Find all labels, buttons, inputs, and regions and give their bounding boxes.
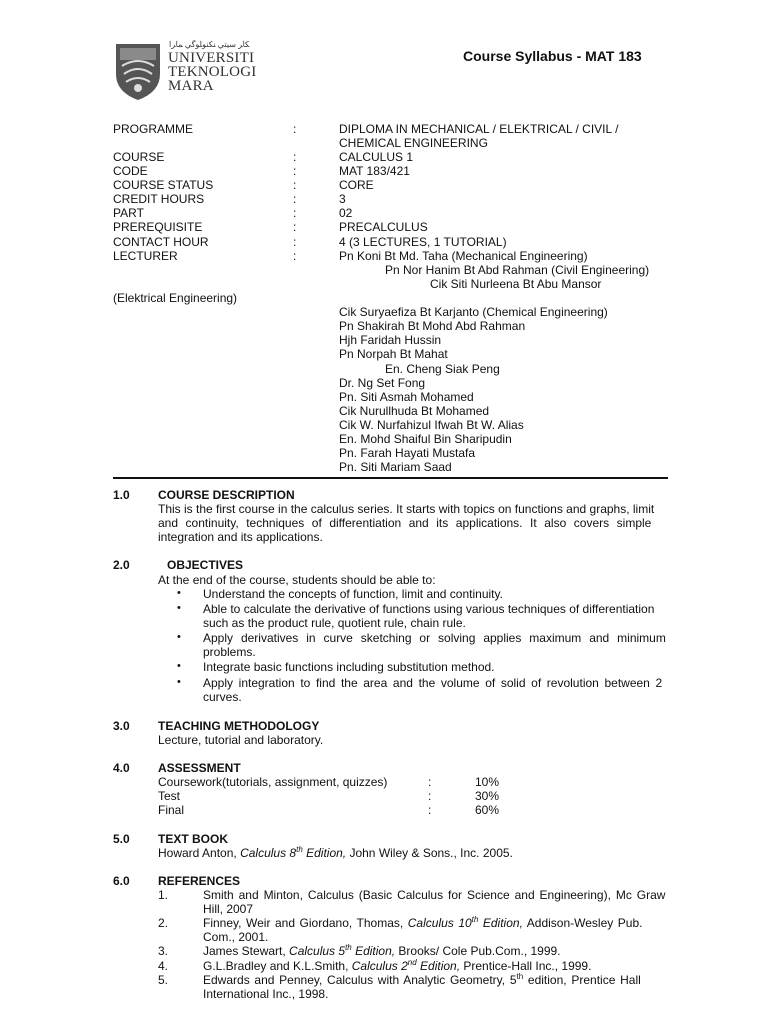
description-line: integration and its applications.: [158, 530, 323, 544]
assessment-percent: 60%: [475, 803, 500, 817]
info-colon: :: [293, 164, 297, 178]
section-heading: TEACHING METHODOLOGY: [158, 719, 320, 733]
lecturer-name: Pn Norpah Bt Mahat: [339, 347, 448, 361]
info-label: PREREQUISITE: [113, 220, 203, 234]
reference-number: 3.: [158, 944, 169, 958]
info-colon: :: [293, 122, 297, 136]
assessment-label: Final: [158, 803, 185, 817]
bullet-icon: •: [177, 660, 181, 672]
info-label: COURSE: [113, 150, 165, 164]
reference-item: Edwards and Penney, Calculus with Analytic Geometry, 5th edition, Prentice Hall: [203, 972, 641, 987]
info-colon: :: [293, 192, 297, 206]
lecturer-name: Hjh Faridah Hussin: [339, 333, 442, 347]
logo-wordmark: UNIVERSITI TEKNOLOGI MARA: [168, 50, 257, 94]
bullet-icon: •: [177, 587, 181, 599]
section-divider: [113, 477, 668, 479]
lecturer-name: Cik Siti Nurleena Bt Abu Mansor: [430, 277, 602, 291]
reference-number: 5.: [158, 973, 169, 987]
assessment-percent: 10%: [475, 775, 500, 789]
lecturer-name: Cik Nurullhuda Bt Mohamed: [339, 404, 490, 418]
info-colon: :: [293, 178, 297, 192]
info-value: CORE: [339, 178, 374, 192]
info-value: 4 (3 LECTURES, 1 TUTORIAL): [339, 235, 507, 249]
objective-item: Apply integration to find the area and the volume of solid of revolution between 2: [203, 676, 663, 690]
info-value: 02: [339, 206, 353, 220]
info-label: COURSE STATUS: [113, 178, 214, 192]
reference-number: 4.: [158, 959, 169, 973]
uitm-logo: [112, 40, 262, 102]
lecturer-name: Cik Suryaefiza Bt Karjanto (Chemical Engineering): [339, 305, 608, 319]
reference-item: James Stewart, Calculus 5th Edition, Brooks/ Cole Pub.Com., 1999.: [203, 943, 561, 958]
assessment-colon: :: [428, 775, 432, 789]
lecturer-name: (Elektrical Engineering): [113, 291, 238, 305]
section-number: 1.0: [113, 488, 130, 502]
info-label: PROGRAMME: [113, 122, 194, 136]
lecturer-name: Pn Nor Hanim Bt Abd Rahman (Civil Engineering): [385, 263, 650, 277]
assessment-colon: :: [428, 803, 432, 817]
section-heading: ASSESSMENT: [158, 761, 241, 775]
info-value: MAT 183/421: [339, 164, 410, 178]
assessment-percent: 30%: [475, 789, 500, 803]
lecturer-name: Cik W. Nurfahizul Ifwah Bt W. Alias: [339, 418, 524, 432]
section-number: 3.0: [113, 719, 130, 733]
objective-item: such as the product rule, quotient rule, chain rule.: [203, 616, 466, 630]
section-number: 6.0: [113, 874, 130, 888]
section-heading: REFERENCES: [158, 874, 241, 888]
reference-number: 2.: [158, 916, 169, 930]
reference-item: Com., 2001.: [203, 930, 269, 944]
description-line: and continuity, techniques of differentiation and its applications. It also covers simple: [158, 516, 652, 530]
lecturer-name: Pn. Farah Hayati Mustafa: [339, 446, 476, 460]
description-line: This is the first course in the calculus series. It starts with topics on functions and graphs, limit: [158, 502, 655, 516]
assessment-colon: :: [428, 789, 432, 803]
info-value: CHEMICAL ENGINEERING: [339, 136, 488, 150]
uitm-crest-icon: [112, 40, 164, 102]
lecturer-name: Pn. Siti Mariam Saad: [339, 460, 452, 474]
reference-number: 1.: [158, 888, 169, 902]
reference-item: Hill, 2007: [203, 902, 254, 916]
lecturer-name: Pn Koni Bt Md. Taha (Mechanical Engineering): [339, 249, 588, 263]
info-value: 3: [339, 192, 346, 206]
section-heading: OBJECTIVES: [167, 558, 244, 572]
bullet-icon: •: [177, 631, 181, 643]
info-value: DIPLOMA IN MECHANICAL / ELEKTRICAL / CIVIL /: [339, 122, 619, 136]
reference-item: Finney, Weir and Giordano, Thomas, Calculus 10th Edition, Addison-Wesley Pub.: [203, 915, 643, 930]
info-colon: :: [293, 235, 297, 249]
lecturer-name: Dr. Ng Set Fong: [339, 376, 426, 390]
bullet-icon: •: [177, 676, 181, 688]
assessment-label: Test: [158, 789, 181, 803]
reference-item: G.L.Bradley and K.L.Smith, Calculus 2nd Edition, Prentice-Hall Inc., 1999.: [203, 958, 592, 973]
info-value: PRECALCULUS: [339, 220, 428, 234]
info-colon: :: [293, 220, 297, 234]
logo-arabic-text: ﻜﺎﺮ ﺳﯿﺘﻲ ﻨﻜﻨﻮﻠﻮﮔﻲ ﻤﺎﺮﺍ: [169, 40, 250, 49]
lecturer-name: Pn. Siti Asmah Mohamed: [339, 390, 474, 404]
textbook-citation: Howard Anton, Calculus 8th Edition, John Wiley & Sons., Inc. 2005.: [158, 845, 513, 860]
info-value: CALCULUS 1: [339, 150, 414, 164]
methodology-text: Lecture, tutorial and laboratory.: [158, 733, 324, 747]
info-label: CREDIT HOURS: [113, 192, 205, 206]
bullet-icon: •: [177, 602, 181, 614]
info-label: CODE: [113, 164, 148, 178]
info-label: LECTURER: [113, 249, 178, 263]
document-title: Course Syllabus - MAT 183: [463, 48, 642, 64]
section-heading: COURSE DESCRIPTION: [158, 488, 295, 502]
lecturer-name: En. Cheng Siak Peng: [385, 362, 500, 376]
info-colon: :: [293, 206, 297, 220]
lecturer-name: Pn Shakirah Bt Mohd Abd Rahman: [339, 319, 526, 333]
objective-item: Able to calculate the derivative of functions using various techniques of differentiation: [203, 602, 655, 616]
section-number: 4.0: [113, 761, 130, 775]
objective-item: problems.: [203, 645, 256, 659]
info-label: CONTACT HOUR: [113, 235, 209, 249]
reference-item: International Inc., 1998.: [203, 987, 329, 1001]
info-label: PART: [113, 206, 144, 220]
objective-item: curves.: [203, 690, 242, 704]
reference-item: Smith and Minton, Calculus (Basic Calculus for Science and Engineering), Mc Graw: [203, 888, 666, 902]
section-number: 2.0: [113, 558, 130, 572]
objectives-intro: At the end of the course, students should be able to:: [158, 573, 436, 587]
objective-item: Integrate basic functions including substitution method.: [203, 660, 495, 674]
lecturer-name: En. Mohd Shaiful Bin Sharipudin: [339, 432, 512, 446]
assessment-label: Coursework(tutorials, assignment, quizzes): [158, 775, 388, 789]
section-number: 5.0: [113, 832, 130, 846]
objective-item: Apply derivatives in curve sketching or solving applies maximum and minimum: [203, 631, 666, 645]
section-heading: TEXT BOOK: [158, 832, 229, 846]
info-colon: :: [293, 150, 297, 164]
info-colon: :: [293, 249, 297, 263]
objective-item: Understand the concepts of function, limit and continuity.: [203, 587, 503, 601]
